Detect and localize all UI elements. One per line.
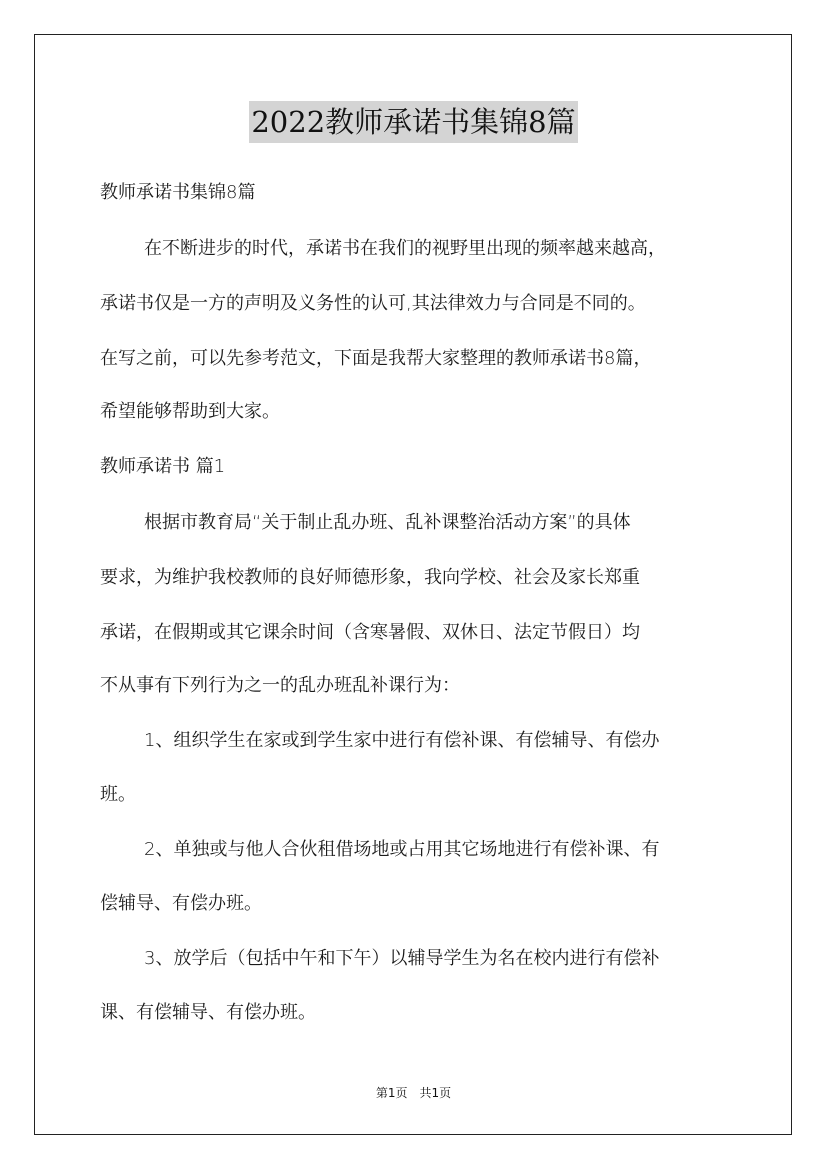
body-line-1: 根据市教育局“关于制止乱办班、乱补课整治活动方案”的具体 — [144, 512, 631, 533]
body-line-3: 承诺，在假期或其它课余时间（含寒暑假、双休日、法定节假日）均 — [100, 622, 640, 643]
body-line-2: 要求，为维护我校教师的良好师德形象，我向学校、社会及家长郑重 — [100, 567, 640, 588]
intro-line-4: 希望能够帮助到大家。 — [100, 401, 280, 422]
intro-line-1: 在不断进步的时代，承诺书在我们的视野里出现的频率越来越高， — [144, 238, 666, 259]
item-3-line-2: 课、有偿辅导、有偿办班。 — [100, 1002, 316, 1023]
item-1-line-1: 1、组织学生在家或到学生家中进行有偿补课、有偿辅导、有偿办 — [144, 730, 660, 751]
intro-line-2: 承诺书仅是一方的声明及义务性的认可,其法律效力与合同是不同的。 — [100, 293, 646, 314]
item-2-line-1: 2、单独或与他人合伙租借场地或占用其它场地进行有偿补课、有 — [144, 839, 660, 860]
page-footer: 第1页 共1页 — [375, 1086, 452, 1100]
item-2-line-2: 偿辅导、有偿办班。 — [100, 893, 262, 914]
item-3-line-1: 3、放学后（包括中午和下午）以辅导学生为名在校内进行有偿补 — [144, 948, 660, 969]
title-wrapper — [0, 101, 827, 143]
item-1-line-2: 班。 — [100, 784, 136, 805]
section-heading: 教师承诺书 篇1 — [100, 456, 226, 477]
document-title: 2022教师承诺书集锦8篇 — [249, 101, 577, 143]
body-line-4: 不从事有下列行为之一的乱办班乱补课行为： — [100, 675, 460, 696]
document-subtitle: 教师承诺书集锦8篇 — [100, 182, 256, 203]
intro-line-3: 在写之前，可以先参考范文，下面是我帮大家整理的教师承诺书8篇， — [100, 348, 652, 369]
